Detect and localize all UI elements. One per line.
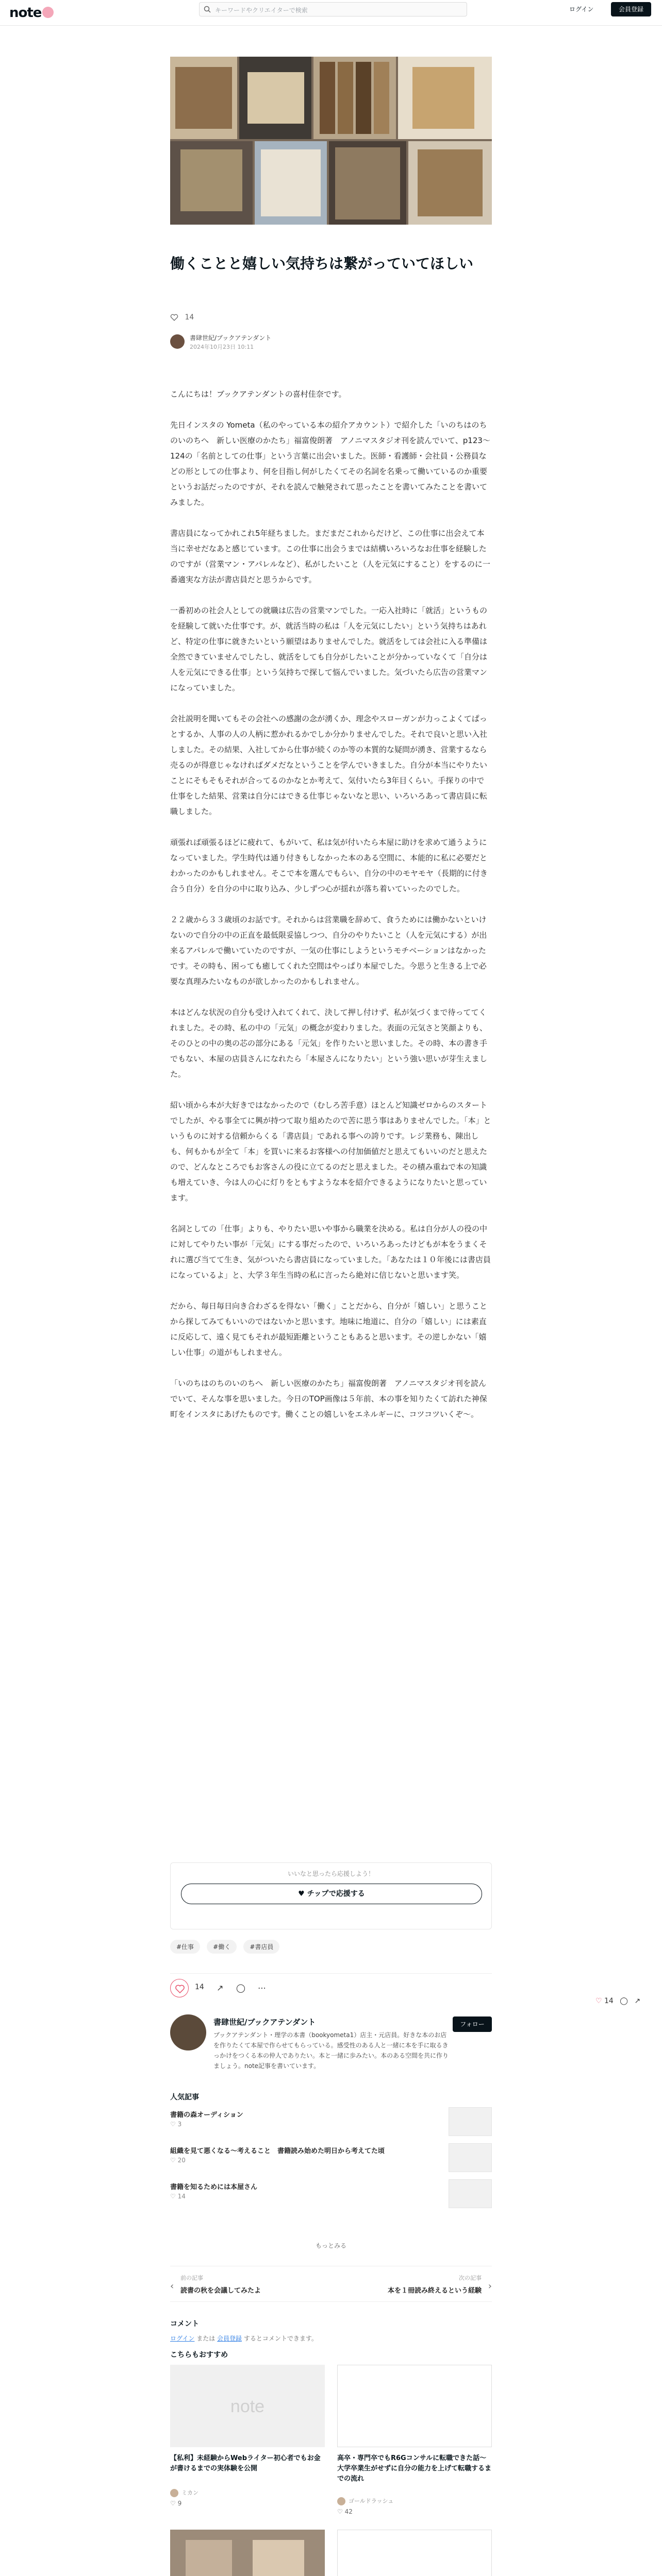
note-logo[interactable] [9,5,54,21]
share-icon[interactable]: ↗ [217,1983,224,1993]
like-count: 14 [195,1983,204,1991]
more-icon[interactable]: ⋯ [258,1983,266,1993]
top-header [0,0,662,26]
prev-next-nav [170,2266,492,2302]
follow-button[interactable]: フォロー [453,2016,492,2032]
logo-text: note [9,5,42,21]
card-likes: ♡ 9 [170,2500,182,2507]
tag-chip[interactable]: #書店員 [243,1940,279,1954]
next-article-date: 次の記事 [459,2275,482,2281]
tip-button-label: チップで応援する [307,1890,365,1898]
tag-chip[interactable]: #働く [207,1940,237,1954]
svg-text:note: note [230,2397,265,2416]
author-avatar[interactable] [170,334,185,349]
prev-article-title: 読書の秋を会議してみたよ [180,2287,261,2295]
tip-heart-icon: ♥ [298,1890,307,1898]
chevron-right-icon[interactable]: › [488,2281,492,2292]
floating-heart-icon[interactable]: ♡ [595,1997,602,2005]
action-bar [170,1973,492,1994]
publish-date: 2024年10月23日 10:11 [190,344,254,350]
comment-section [170,2318,492,2343]
body-paragraph: 頑張れば頑張るほどに疲れて、もがいて、私は気が付いたら本屋に助けを求めて通うようになっていました。学生時代は通り付きもしなかった本のある空間に、本能的に私に必要だとわかったのかもしれません。そこで本を選んでもらい、自分の中のモヤモヤ（長期的に付き合う自分）を自分の中に取り込み、少しずつ心が揺れが落ち着いていったのでした。 [170,838,488,893]
comment-note-mid: または [194,2335,218,2342]
search-input[interactable] [199,2,467,16]
popular-articles [170,2092,492,2200]
search-icon [204,6,211,13]
card-author-avatar [170,2489,178,2497]
author-card-bio: ブックアテンダント・理学の本書（bookyometa1）店主・元店員。好きな本のお店を作りたくて本屋で作らせてもらっている。感受性のある人と一緒に本を手に取るきっかけをつくる本の仲人でありたい。本と一緒に歩みたい。本のある空間を共に作りましょう。note記事を書いています。 [213,2031,449,2070]
floating-share-icon[interactable]: ↗ [634,1997,641,2005]
support-box [170,1862,492,1929]
prev-article-date: 前の記事 [180,2275,203,2281]
author-name[interactable]: 書肆世紀/ブックアテンダント [190,334,272,342]
signup-button[interactable]: 会員登録 [611,2,651,16]
recommend-card[interactable] [337,2530,492,2576]
hero-image [170,57,492,225]
popular-item-thumbnail [449,2179,492,2208]
body-paragraph: 一番初めの社会人としての就職は広告の営業マンでした。一応入社時に「就活」というものを経験して就いた仕事です。が、就活当時の私は「人を元気にしたい」という気持ちはあれど、特定の仕事に就きたいという願望はありませんでした。就活をしては会社に入る準備は全然できていませんでしたし、就活をしても自分がしたいことが分かっていなくて「自分は人を元気にできる仕事」という気持ちで探して悩んでいました。気づいたら広告の営業マンになっていました。 [170,606,488,692]
article-title: 働くことと嬉しい気持ちは繋がっていてほしい [170,255,474,272]
card-author: ミカン [170,2488,198,2497]
author-mini[interactable] [170,332,492,353]
card-thumbnail [337,2530,492,2576]
card-thumbnail [170,2530,325,2576]
recommend-card[interactable] [337,2365,492,2519]
card-thumbnail [170,2365,325,2447]
floating-actions [595,1997,640,2005]
popular-item-thumbnail [449,2143,492,2172]
hero-collage [170,57,492,225]
support-label: いいなと思ったら応援しよう！ [287,1870,374,1877]
next-article[interactable] [388,2274,482,2295]
popular-item-title: 書籍を知るためには本屋さん [170,2183,258,2191]
next-article-title: 本を１冊読み終えるという経験 [387,2287,482,2295]
chevron-left-icon[interactable]: ‹ [170,2281,174,2292]
login-link[interactable]: ログイン [569,6,594,13]
body-paragraph: 本はどんな状況の自分も受け入れてくれて、決して押し付けず、私が気づくまで待っててくれました。その時、私の中の「元気」の概念が変わりました。表面の元気さと笑顔よりも、そのひとの中の奥の芯の部分にある「元気」を作りたいと思いました。その時、本の書き手でもない、本屋の店員さんになれたら「本屋さんになりたい」という強い思いが芽生えました。 [170,1008,488,1079]
card-thumbnail [337,2365,492,2447]
popular-heading: 人気記事 [170,2093,199,2102]
body-paragraph: だから、毎日毎日向き合わざるを得ない「働く」ことだから、自分が「嬉しい」と思うことから探してみてもいいのではないかと思います。地味に地道に、自分の「嬉しい」には素直に反応して、遠く見てもそれが最短距離ということもあると思います。その逆しかない「嬉しい仕事」の道がもしれません。 [170,1301,488,1357]
body-paragraph: 会社説明を聞いてもその会社への感謝の念が湧くか、理念やスローガンが力っこよくてぱっとするか、人事の人の人柄に惹かれるかでしか分かりませんでした。それで良いと思い入社しました。その結果、入社してから仕事が続くのか等の本質的な疑問が湧き、営業するなら売るのが得意じゃなければダメだなということを学んでいきました。自分が本当にやりたいことにそもそもそれが合ってるのかなとか考えて、気付いたら3年目くらい。手探りの中で仕事をした結果、営業は自分にはできる仕事じゃないなと思い、いろいろあって書店員に転職しました。 [170,714,488,816]
like-count-top[interactable] [170,313,492,321]
body-paragraph: ２２歳から３３歳頃のお話です。それからは営業職を辞めて、食うためには働かないといけないので自分の中の正直を最低限妥協しつつ、自分のやりたいこと（人を元気にする）が出来るアパレルで働いていたのですが、一気の仕事にしようというモチベーションはなかったです。その時も、困っても癒してくれた空間はやっぱり本屋でした。今思うと生きる上で必要な真理みたいなものが欲しかったのかもしれません。 [170,915,487,986]
card-likes: ♡ 42 [337,2508,353,2515]
article-body [170,386,492,1437]
popular-item-likes: ♡ 20 [170,2157,186,2164]
comment-heading: コメント [170,2320,199,2328]
recommend-heading: こちらもおすすめ [170,2351,228,2359]
popular-item-likes: ♡ 3 [170,2121,182,2128]
comment-note [170,2334,492,2343]
card-title: 高卒・専門卒でもR6Gコンサルに転職できた話〜大学卒業生がせずに自分の能力を上げて転職するまでの流れ [337,2454,492,2483]
popular-item-title: 書籍の森オーディション [170,2111,243,2119]
card-title: 【私利】未経験からWebライター初心者でもお金が書けるまでの実体験を公開 [170,2454,321,2472]
tag-list [170,1940,492,1954]
author-card-name[interactable]: 書肆世紀/ブックアテンダント [213,2018,316,2027]
body-paragraph: 「いのちはのちのいのちへ 新しい医療のかたち」福富俊朗著 アノニマスタジオ刊を読んでいて、そんな事を思いました。今日のTOP画像は５年前、本の事を知りたくて訪れた神保町をインスタにあげたものです。働くことの嬉しいをエネルギーに、コツコツいくぞ〜。 [170,1379,487,1419]
like-count-value: 14 [185,313,194,321]
popular-item-likes: ♡ 14 [170,2193,186,2200]
card-author: ゴールドラッシュ [337,2497,393,2505]
tag-chip[interactable]: #仕事 [170,1940,200,1954]
comment-note-suffix: するとコメントできます。 [242,2335,318,2342]
popular-item-thumbnail [449,2107,492,2136]
author-card-avatar[interactable] [170,2014,206,2050]
author-card [170,2009,492,2081]
recommend-card[interactable] [170,2365,325,2519]
recommend-card[interactable] [170,2530,325,2576]
floating-comment-icon[interactable]: ◯ [620,1997,628,2005]
comment-signup-link[interactable]: 会員登録 [217,2335,242,2342]
body-paragraph: 書店員になってかれこれ5年経ちました。まだまだこれからだけど、この仕事に出会えて本当に幸せだなあと感じています。この仕事に出会うまでは結構いろいろなお仕事を経験したのですが（営業マン・アパレルなど）、私がしたいこと（人を元気にすること）をするのに一番適実な方法が書店員だと思うからです。 [170,529,490,584]
flower-icon [42,7,54,18]
body-paragraph: 紹い頃から本が大好きではなかったので（むしろ苦手意）ほとんど知識ゼロからのスタートでしたが、やる事全てに興が持つて取り組めたので苦に思う事はありませんでした。「本」というものに対する信頼からくる「書店員」であれる事への誇りです。レジ業務も、陳出しも、何もかもが全て「本」を買いに来るお客様への付加価値だと思えてもいいのだと思えたので、どんなところでもお客さんの役に立てるのだと思えました。その積み重ねで本の知識も増えていき、今は人の心に灯りをともすような本を紹介できるようになりたいと思っています。 [170,1100,491,1202]
comment-icon[interactable]: ◯ [236,1983,245,1993]
comment-login-link[interactable]: ログイン [170,2335,195,2342]
floating-like-count: 14 [604,1997,614,2005]
like-heart-icon [171,1979,189,1998]
search-placeholder: キーワードやクリエイターで検索 [215,7,308,14]
body-paragraph: 先日インスタの Yometa（私のやっている本の紹介アカウント）で紹介した「いのちはのちのいのちへ 新しい医療のかたち」福富俊朗著 アノニマスタジオ刊を読んでいて、p123〜124の「名前としての仕事」という言葉に出会いました。医師・看護師・会社員・公務員などの形としての仕事より、何を目指し何がしたくてその名詞を名乗って働いているのか重要というお話だったのですが、それを読んで触発されて思ったことを書いてみたことを書いてみました。 [170,420,490,507]
body-paragraph: こんにちは！ブックアテンダントの喜村佳奈です。 [170,389,346,399]
prev-article[interactable] [180,2274,261,2295]
body-paragraph: 名詞としての「仕事」よりも、やりたい思いや事から職業を決める。私は自分が人の役の中に対してやりたい事が「元気」にする事だったので、いろいろあったけどもが本をうまくそれに選び当てて生き、気がついたら書店員になっていました。「あなたは１０年後には書店員になっているよ」と、大学３年生当時の私に言ったら絶対に信じないと思います笑。 [170,1224,491,1280]
popular-item[interactable] [170,2143,492,2174]
recommend-section [170,2349,492,2515]
popular-item[interactable] [170,2107,492,2138]
like-button[interactable] [170,1979,189,1997]
more-link[interactable]: もっとみる [315,2242,346,2249]
popular-item[interactable] [170,2179,492,2210]
heart-icon [170,314,178,321]
popular-item-title: 組織を見て悪くなる〜考えること 書籍読み始めた明日から考えてた頃 [170,2147,385,2155]
card-author-avatar [337,2497,345,2505]
tip-button[interactable] [181,1884,482,1904]
